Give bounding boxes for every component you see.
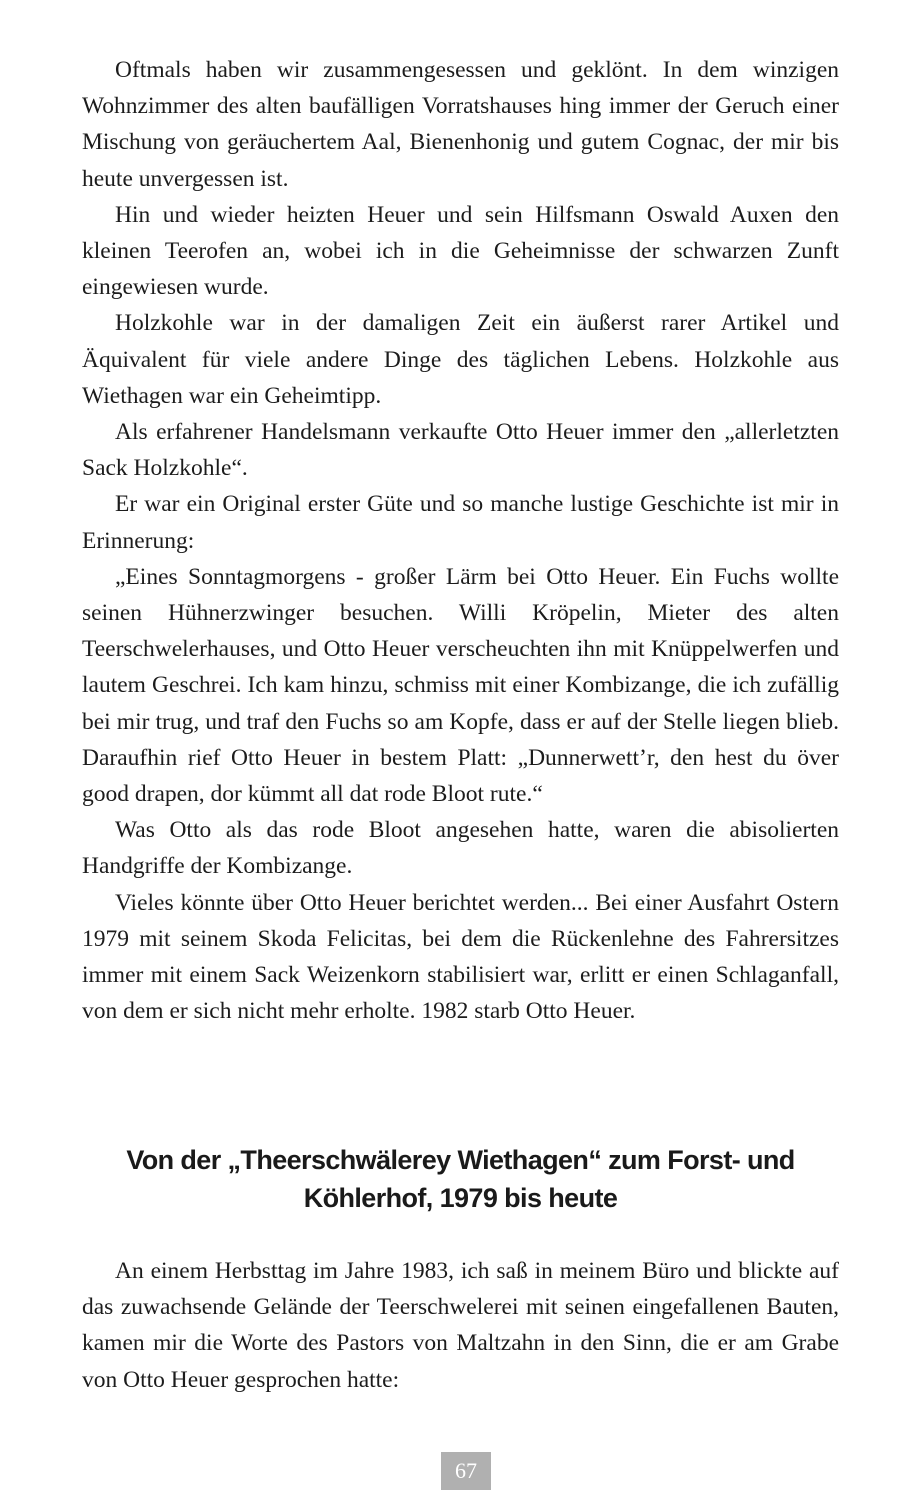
paragraph: Was Otto als das rode Bloot angesehen hatte, waren die abisolierten Handgriffe der Kombizange. bbox=[82, 817, 839, 880]
paragraph: An einem Herbsttag im Jahre 1983, ich saß in meinem Büro und blickte auf das zuwachsende Gelände der Teerschwelerei mit seinen eingefallenen Bauten, kamen mir die Worte des Pastors von Maltzahn in den Sinn, die er am Grabe von Otto Heuer gesprochen hatte: bbox=[82, 1258, 839, 1393]
section-heading bbox=[82, 1141, 839, 1217]
paragraph: Vieles könnte über Otto Heuer berichtet werden... Bei einer Ausfahrt Ostern 1979 mit seinem Skoda Felicitas, bei dem die Rückenlehne des Fahrersitzes immer mit einem Sack Weizenkorn stabilisiert war, erlitt er einen Schlaganfall, von dem er sich nicht mehr erholte. 1982 starb Otto Heuer. bbox=[82, 889, 839, 1025]
paragraph: Hin und wieder heizten Heuer und sein Hilfsmann Oswald Auxen den kleinen Teerofen an, wobei ich in die Geheimnisse der schwarzen Zunft eingewiesen wurde. bbox=[82, 201, 839, 301]
paragraph: Holzkohle war in der damaligen Zeit ein äußerst rarer Artikel und Äquivalent für viele andere Dinge des täglichen Lebens. Holzkohle aus Wiethagen war ein Geheimtipp. bbox=[82, 310, 839, 409]
paragraph: Als erfahrener Handelsmann verkaufte Otto Heuer immer den „allerletzten Sack Holzkohle“. bbox=[82, 419, 839, 482]
body-text-top bbox=[82, 52, 839, 1029]
page-number: 67 bbox=[441, 1452, 491, 1490]
section-heading-line: Köhlerhof, 1979 bis heute bbox=[303, 1183, 618, 1213]
paragraph: „Eines Sonntagmorgens - großer Lärm bei Otto Heuer. Ein Fuchs wollte seinen Hühnerzwinger besuchen. Willi Kröpelin, Mieter des alten Teerschwelerhauses, und Otto Heuer verscheuchten ihn mit Knüppelwerfen und lautem Geschrei. Ich kam hinzu, schmiss mit einer Kombizange, die ich zufällig bei mir trug, und traf den Fuchs so am Kopfe, dass er auf der Stelle liegen blieb. Daraufhin rief Otto Heuer in bestem Platt: „Dunnerwett’r, den hest du över good drapen, dor kümmt all dat rode Bloot rute.“ bbox=[82, 563, 839, 808]
section-heading-line: Von der „Theerschwälerey Wiethagen“ zum Forst- und bbox=[126, 1145, 795, 1175]
body-text-bottom bbox=[82, 1253, 839, 1398]
paragraph: Oftmals haben wir zusammengesessen und geklönt. In dem winzigen Wohnzimmer des alten baufälligen Vorratshauses hing immer der Geruch einer Mischung von geräuchertem Aal, Bienenhonig und gutem Cognac, der mir bis heute unvergessen ist. bbox=[82, 57, 839, 192]
paragraph: Er war ein Original erster Güte und so manche lustige Geschichte ist mir in Erinnerung: bbox=[82, 491, 839, 554]
